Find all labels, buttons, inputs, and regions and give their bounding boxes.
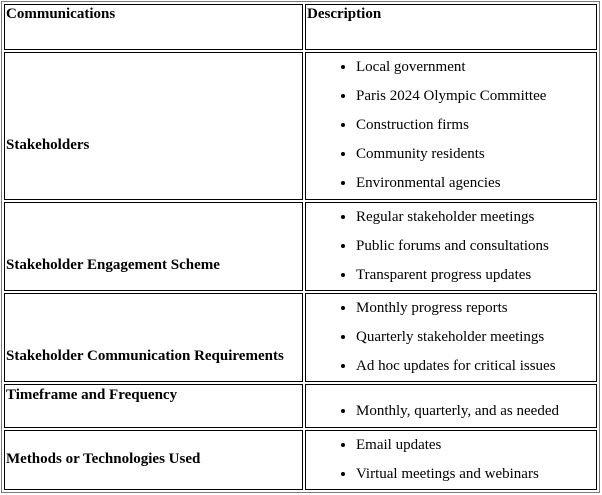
header-communications: Communications (4, 4, 303, 50)
bullet-list (307, 389, 595, 420)
header-description: Description (305, 4, 597, 50)
table-row (4, 384, 597, 428)
row-description (305, 52, 597, 200)
list-item: • Transparent progress updates (356, 267, 595, 284)
bullet-list (307, 437, 595, 483)
bullet-list (307, 300, 595, 375)
row-description (305, 202, 597, 291)
header-row (4, 4, 597, 50)
table-row (4, 430, 597, 490)
table-row (4, 202, 597, 291)
list-item: • Paris 2024 Olympic Committee (356, 88, 595, 105)
list-item: • Monthly, quarterly, and as needed (356, 403, 595, 420)
row-label-methods: Methods or Technologies Used (4, 430, 303, 490)
row-description (305, 293, 597, 381)
row-label-timeframe: Timeframe and Frequency (4, 384, 303, 428)
list-item: • Email updates (356, 437, 595, 454)
table-row (4, 293, 597, 381)
bullet-list (307, 209, 595, 284)
row-label-communication-requirements: Stakeholder Communication Requirements (4, 293, 303, 381)
list-item: • Environmental agencies (356, 175, 595, 192)
list-item: • Quarterly stakeholder meetings (356, 329, 595, 346)
communications-table (1, 1, 600, 493)
list-item: • Regular stakeholder meetings (356, 209, 595, 226)
row-description (305, 384, 597, 428)
row-description (305, 430, 597, 490)
list-item: • Local government (356, 59, 595, 76)
list-item: • Construction firms (356, 117, 595, 134)
row-label-engagement-scheme: Stakeholder Engagement Scheme (4, 202, 303, 291)
list-item: • Public forums and consultations (356, 238, 595, 255)
row-label-stakeholders: Stakeholders (4, 52, 303, 200)
list-item: • Virtual meetings and webinars (356, 466, 595, 483)
list-item: • Community residents (356, 146, 595, 163)
list-item: • Monthly progress reports (356, 300, 595, 317)
table-row (4, 52, 597, 200)
list-item: • Ad hoc updates for critical issues (356, 358, 595, 375)
bullet-list (307, 59, 595, 192)
